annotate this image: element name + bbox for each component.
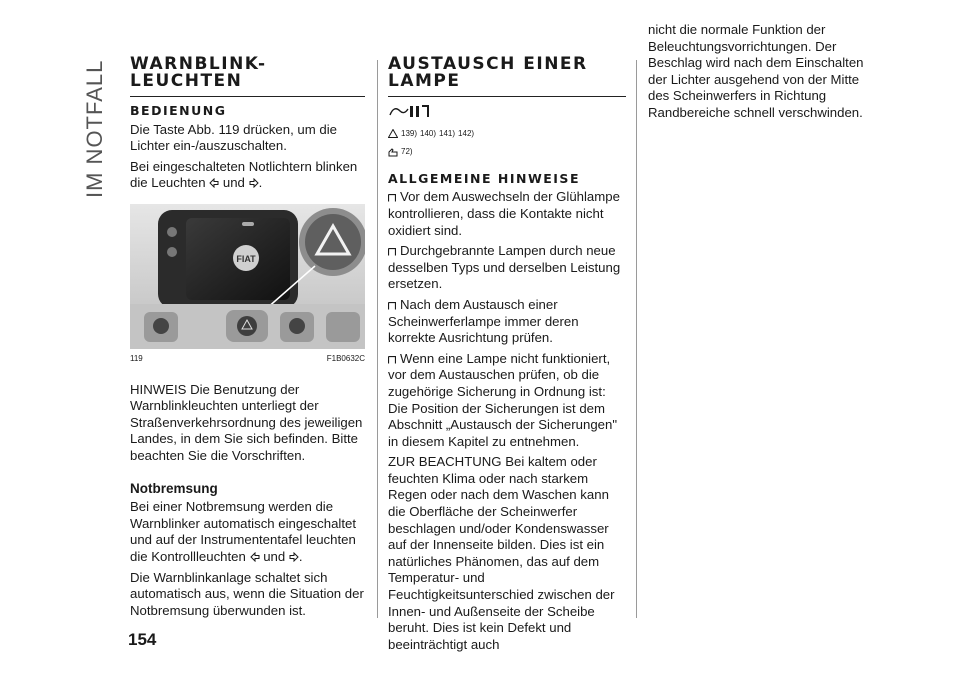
paragraph: nicht die normale Funktion der Beleuchtungsvorrichtungen. Der Beschlag wird nach dem Einschalten der Lichter ausgehend von der Mitte des Scheinwerfers in Richtung Randbereiche schnell verschwinden. [648,22,864,120]
fiat-logo: FIAT [236,253,256,264]
dashboard-illustration [130,204,365,349]
paragraph-zur-beachtung: ZUR BEACHTUNG Bei kaltem oder feuchten Klima oder nach starkem Regen oder nach dem Waschen kann die Oberfläche der Scheinwerfer beschlagen und/oder Kondenswasser auf der Innenseite bilden. Dies ist ein natürliches Phänomen, das auf dem Temperatur- und Feuchtigkeitsunterschied zwischen der Innen- und Außenseite der Scheibe beruht. Dies ist kein Defekt und beeinträchtigt auch [388,454,615,652]
note-references: 72) [388,144,626,161]
figure-dashboard-hazard-button [130,204,365,349]
paragraph-hinweis: HINWEIS Die Benutzung der Warnblinkleuchten unterliegt der Straßenverkehrsordnung des jeweiligen Landes, in dem Sie sich befinden. Bitte beachten Sie die Vorschriften. [130,381,363,463]
page-number: 154 [128,630,157,649]
paragraph: Bei eingeschalteten Notlichtern blinken die Leuchten und . [130,158,358,191]
bullet-icon [388,248,396,256]
warning-references: 139) 140) 141) 142) [388,126,626,143]
column-3 [648,22,878,126]
subheading-bedienung: BEDIENUNG [130,103,227,118]
column-1 [130,56,365,623]
subheading-notbremsung: Notbremsung [130,480,218,496]
side-tab-label: IM NOTFALL [82,59,107,198]
list-item: Nach dem Austausch einer Scheinwerferlampe immer deren korrekte Ausrichtung prüfen. [388,296,579,346]
figure-code: F1B0632C [326,353,365,363]
turn-signal-right-icon [249,178,259,188]
list-item: Wenn eine Lampe nicht funktioniert, vor dem Austauschen prüfen, ob die zugehörige Sicherung in Ordnung ist: Die Position der Sicherungen ist dem Abschnitt „Austausch der Sicherungen" in diesem Kapitel zu entnehmen. [388,350,617,449]
paragraph: Die Taste Abb. 119 drücken, um die Lichter ein-/auszuschalten. [130,121,337,154]
figure-caption [130,351,365,368]
bullet-icon [388,356,396,364]
turn-signal-left-icon [250,552,260,562]
bulb-icon [388,103,626,124]
turn-signal-left-icon [209,178,219,188]
column-2 [388,56,626,657]
section-title-warnblinkleuchten: WARNBLINK- LEUCHTEN [130,56,365,97]
list-item: Durchgebrannte Lampen durch neue desselben Typs und derselben Leistung ersetzen. [388,243,621,292]
figure-number: 119 [130,353,143,363]
bullet-icon [388,194,396,202]
section-title-austausch-lampe: AUSTAUSCH EINER LAMPE [388,56,626,97]
list-item: Vor dem Auswechseln der Glühlampe kontrollieren, dass die Kontakte nicht oxidiert sind. [388,189,620,238]
hand-note-icon [388,148,398,157]
column-divider [636,60,637,618]
paragraph: Die Warnblinkanlage schaltet sich automatisch aus, wenn die Situation der Notbremsung überwunden ist. [130,569,364,618]
section-side-tab [82,48,112,198]
turn-signal-right-icon [289,552,299,562]
paragraph: Bei einer Notbremsung werden die Warnblinker automatisch eingeschaltet und auf der Instrumententafel leuchten die Kontrollleuchten und . [130,499,357,564]
warning-icon [388,129,398,138]
subheading-allgemeine-hinweise: ALLGEMEINE HINWEISE [388,170,580,186]
bullet-icon [388,302,396,310]
column-divider [377,60,378,618]
